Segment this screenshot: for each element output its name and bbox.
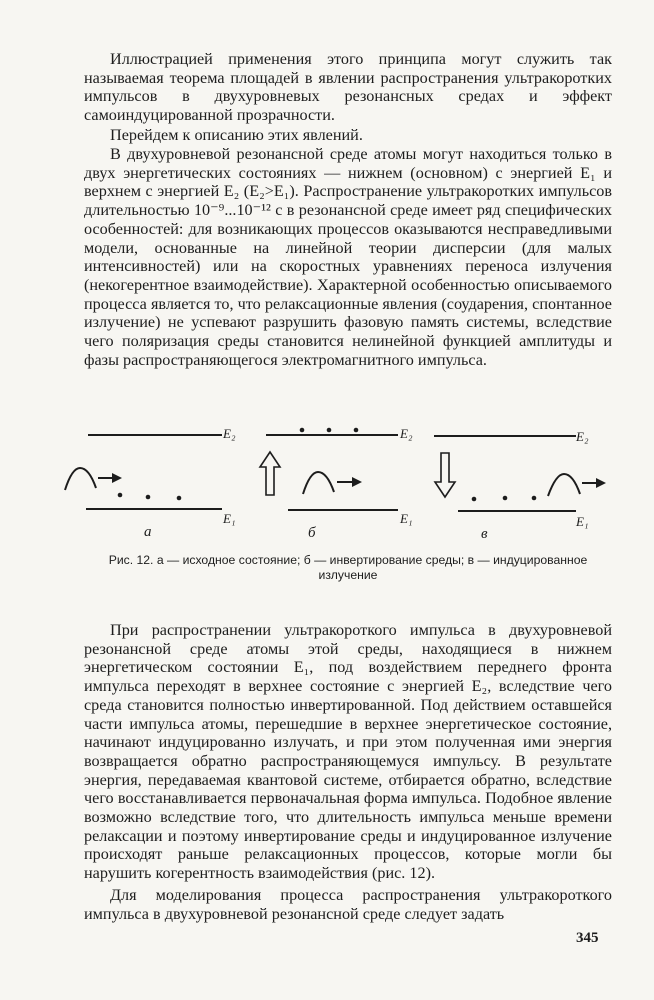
- paragraph-2: Перейдем к описанию этих явлений.: [110, 126, 363, 144]
- panel-b-e1-label: E₁: [400, 511, 413, 526]
- panel-c-e1-label: E₁: [576, 514, 589, 529]
- atom-dot: [503, 496, 508, 501]
- panel-c-e2-label: E₂: [576, 429, 589, 444]
- atom-dot: [300, 428, 305, 433]
- paragraph-3: В двухуровневой резонансной среде атомы могут находиться только в двух энергетических состояниях — нижнем (основном) с энергией E₁ и верхнем с энергией E₂ (E₂>E₁). Распространение ультракоротких импульсов длительностью 10⁻⁹...10⁻¹² с в резонансной среде имеет ряд специфических особенностей: для возникающих процессов оказываются несправедливыми модели, основанные на линейной теории дисперсии (для малых интенсивностей) или на скоростных уравнениях переноса излучения (некогерентное взаимодействие). Характерной особенностью описываемого процесса является то, что релаксационные явления (соударения, спонтанное излучение) не успевают разрушить фазовую память системы, вследствие чего поляризация среды становится нелинейной функцией амплитуды и фазы распространяющегося электромагнитного импульса.: [84, 145, 612, 369]
- panel-b-label: б: [308, 525, 316, 541]
- panel-a-e2-label: E₂: [223, 426, 236, 441]
- panel-c-arrowhead: [596, 478, 606, 488]
- paragraph-1: Иллюстрацией применения этого принципа могут служить так называемая теорема площадей в явлении распространения ультракоротких импульсов в двухуровневых резонансных средах и эффект самоиндуцированной прозрачности.: [84, 50, 612, 125]
- atom-dot: [327, 428, 332, 433]
- panel-b-e2-label: E₂: [400, 426, 413, 441]
- atom-dot: [472, 497, 477, 502]
- page-number: 345: [576, 930, 599, 946]
- panel-b-arrowhead: [352, 477, 362, 487]
- panel-a-arrowhead: [112, 473, 122, 483]
- paragraph-5: Для моделирования процесса распространения ультракороткого импульса в двухуровневой резонансной среде следует задать: [84, 886, 612, 923]
- atom-dot: [146, 495, 151, 500]
- down-arrow-icon: [435, 453, 455, 497]
- panel-a-label: а: [144, 524, 152, 540]
- atom-dot: [118, 493, 123, 498]
- atom-dot: [177, 496, 182, 501]
- panel-b-pulse: [303, 472, 334, 494]
- figure-12: [0, 410, 654, 545]
- panel-a-pulse: [65, 468, 96, 490]
- panel-c-label: в: [481, 526, 488, 542]
- atom-dot: [532, 496, 537, 501]
- paragraph-4: При распространении ультракороткого импульса в двухуровневой резонансной среде атомы этой среды, находящиеся в нижнем энергетическом состоянии E₁, под воздействием переднего фронта импульса переходят в верхнее состояние с энергией E₂, вследствие чего среда становится полностью инвертированной. Под действием оставшейся части импульса атомы, перешедшие в верхнее энергетическое состояние, начинают индуцированно излучать, и при этом полученная ими энергия возвращается обратно распространяющемуся импульсу. В результате энергия, передаваемая квантовой системе, отбирается обратно, вследствие чего восстанавливается первоначальная форма импульса. Подобное явление возможно вследствие того, что длительность импульса меньше времени релаксации и поэтому инвертирование среды и индуцированное излучение происходят раньше релаксационных процессов, которые могли бы нарушить когерентность взаимодействия (рис. 12).: [84, 621, 612, 883]
- up-arrow-icon: [260, 452, 280, 495]
- atom-dot: [354, 428, 359, 433]
- figure-caption: Рис. 12. а — исходное состояние; б — инвертирование среды; в — индуцированное излучение: [108, 553, 588, 582]
- panel-a-e1-label: E₁: [223, 511, 236, 526]
- panel-c-pulse: [548, 474, 580, 496]
